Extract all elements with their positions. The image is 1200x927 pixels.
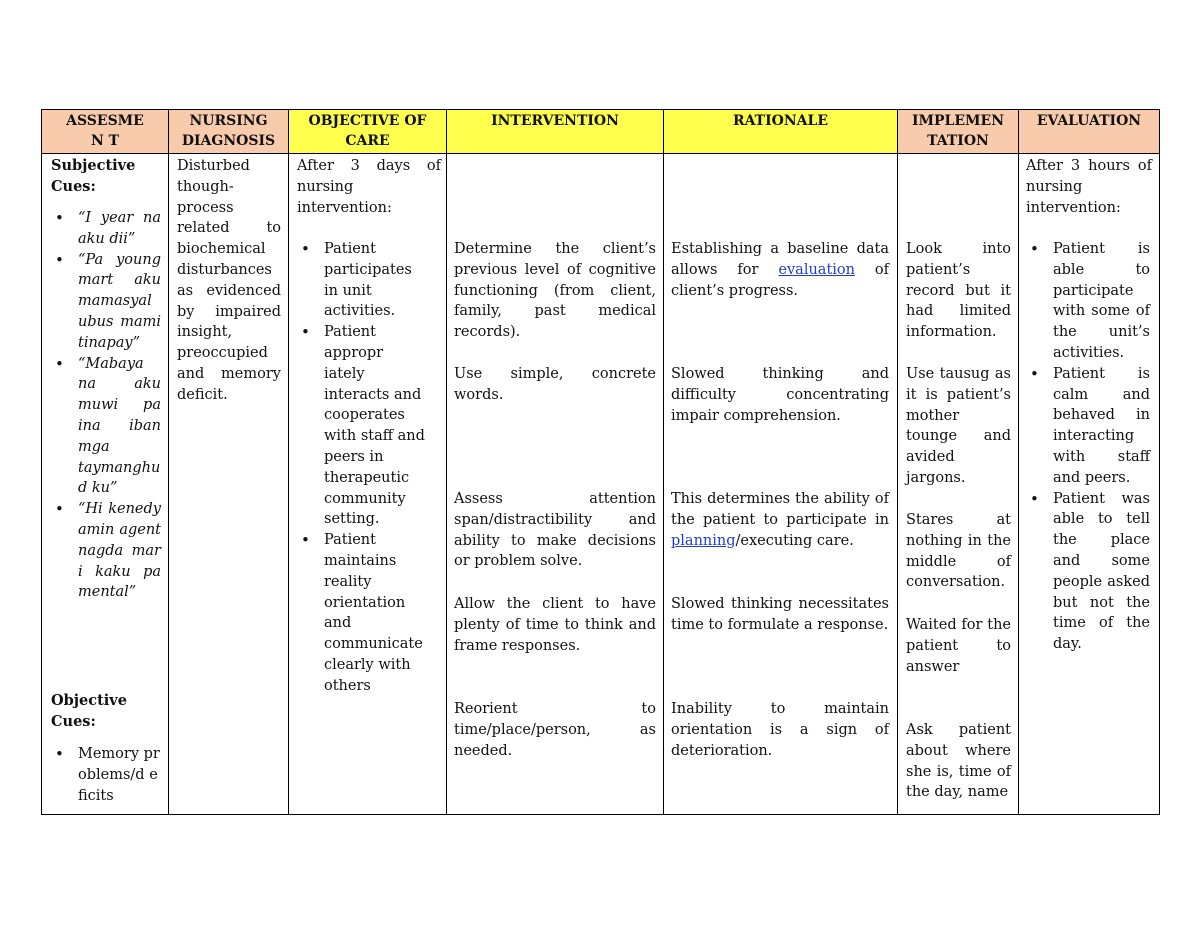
objective-cue-1: • Memory problems/d eficits [51,744,161,806]
rationale-5: Inability to maintain orientation is a sign of deterioration. [671,701,889,759]
objective-item-3: • Patient maintains reality orientation and communicate clearly with others [297,530,425,696]
implementation-5: Ask patient about where she is, time of the day, name [906,722,1011,801]
evaluation-intro: After 3 hours of nursing intervention: [1026,158,1152,216]
evaluation-cell [1019,154,1160,815]
header-objective-of-care: OBJECTIVE OF CARE [289,110,447,154]
objective-item-2: • Patient appropr iately interacts and cooperates with staff and peers in therapeutic community setting. [297,322,425,530]
nursing-care-plan-table [41,109,1160,815]
header-intervention: INTERVENTION [447,110,664,154]
intervention-1: Determine the client’s previous level of cognitive functioning (from client, family, past medical records). [454,241,656,341]
evaluation-link[interactable]: evaluation [778,261,855,278]
rationale-4: Slowed thinking necessitates time to formulate a response. [671,596,889,633]
rationale-2: Slowed thinking and difficulty concentrating impair comprehension. [671,366,889,424]
header-row [42,110,1160,154]
rationale-cell [664,154,898,815]
objective-cues-label: Objective Cues: [51,692,127,730]
subjective-cue-2: • “Pa young mart aku mamasyal ubus mami tinapay” [51,250,161,354]
evaluation-item-1: • Patient is able to participate with some of the unit’s activities. [1026,239,1150,364]
header-assessment: ASSESMEN T [42,110,169,154]
content-row [42,154,1160,815]
nursing-diagnosis-text: Disturbed though-process related to biochemical disturbances as evidenced by impaired insight, preoccupied and memory deficit. [177,158,281,403]
header-evaluation: EVALUATION [1019,110,1160,154]
subjective-cue-3: • “Mabaya na aku muwi pa ina iban mga taymanghu d ku” [51,354,161,500]
header-implementation: IMPLEMEN TATION [898,110,1019,154]
rationale-3: This determines the ability of the patient to participate in planning/executing care. [671,491,889,549]
intervention-5: Reorient to time/place/person, as needed. [454,701,656,759]
evaluation-item-3: • Patient was able to tell the place and some people asked but not the time of the day. [1026,489,1150,655]
intervention-2: Use simple, concrete words. [454,366,656,403]
objective-of-care-cell [289,154,447,815]
rationale-1: Establishing a baseline data allows for evaluation of client’s progress. [671,241,890,299]
objective-item-1: • Patient participates in unit activities. [297,239,425,322]
intervention-3: Assess attention span/distractibility and ability to make decisions or problem solve. [454,491,656,570]
subjective-cues-list [51,208,161,603]
objective-cues-list [51,744,161,806]
implementation-3: Stares at nothing in the middle of conversation. [906,512,1011,591]
evaluation-item-2: • Patient is calm and behaved in interacting with staff and peers. [1026,364,1150,489]
subjective-cue-1: • “I year na aku dii” [51,208,161,250]
planning-link[interactable]: planning [671,532,736,549]
implementation-cell [898,154,1019,815]
subjective-cue-4: • “Hi kenedy amin agent nagda mari kaku pa mental” [51,499,161,603]
evaluation-items-list [1026,239,1150,655]
assessment-cell [42,154,169,815]
implementation-1: Look into patient’s record but it had limited information. [906,241,1011,341]
objective-items-list [297,239,425,697]
intervention-cell [447,154,664,815]
objective-intro: After 3 days of nursing intervention: [297,158,441,216]
nursing-diagnosis-cell [169,154,289,815]
header-nursing-diagnosis: NURSING DIAGNOSIS [169,110,289,154]
implementation-4: Waited for the patient to answer [906,617,1011,675]
intervention-4: Allow the client to have plenty of time to think and frame responses. [454,596,656,654]
subjective-cues-label: Subjective Cues: [51,157,136,195]
implementation-2: Use tausug as it is patient’s mother tounge and avided jargons. [906,366,1011,486]
header-rationale: RATIONALE [664,110,898,154]
